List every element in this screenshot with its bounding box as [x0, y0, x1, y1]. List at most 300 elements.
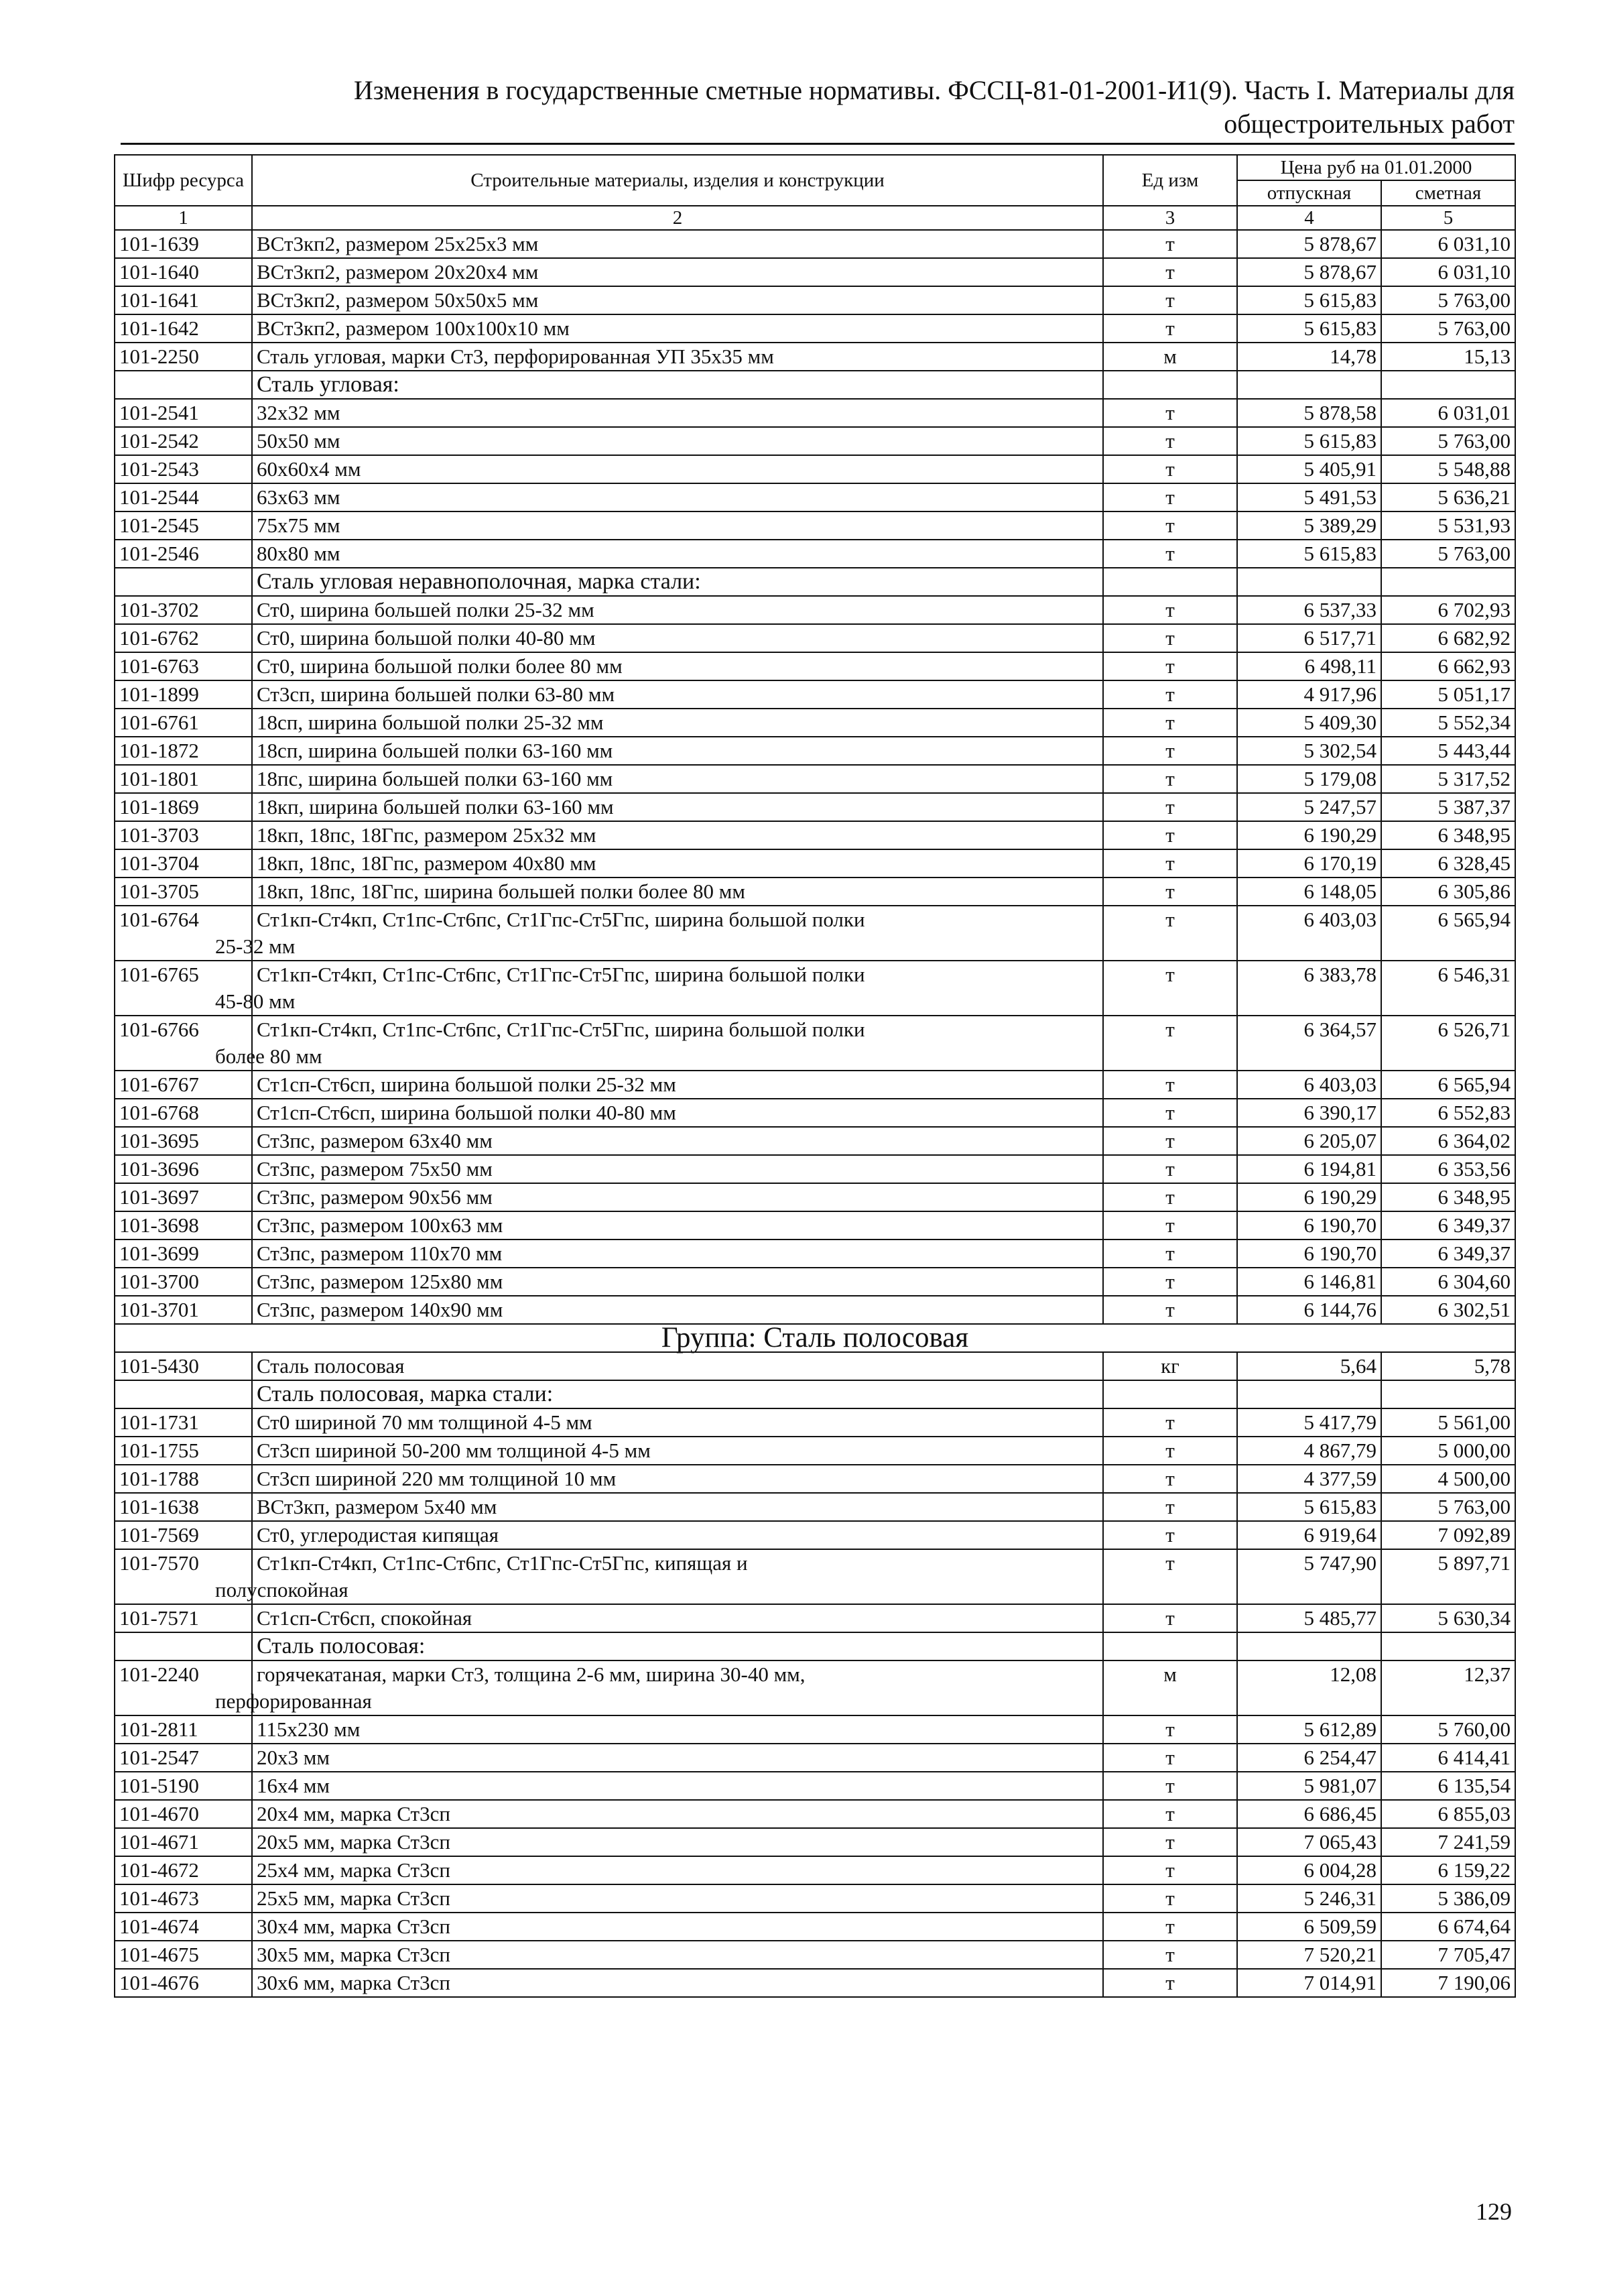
- table-row: [115, 680, 1515, 709]
- release-price: 5 878,67: [1237, 230, 1381, 258]
- material-name: 25х5 мм, марка Ст3сп: [257, 1886, 450, 1910]
- resource-code: 101-2541: [115, 399, 252, 427]
- table-row: [115, 1437, 1515, 1465]
- estimate-price: 6 414,41: [1381, 1744, 1515, 1772]
- table-row: [115, 1352, 1515, 1380]
- release-price: 6 144,76: [1237, 1296, 1381, 1324]
- resource-code: 101-6764: [115, 906, 252, 961]
- material-name: Ст0 шириной 70 мм толщиной 4-5 мм: [257, 1410, 592, 1434]
- material-name-cell: [252, 878, 1103, 906]
- resource-code: 101-7571: [115, 1604, 252, 1632]
- resource-code: 101-7570: [115, 1549, 252, 1604]
- material-name: 20х3 мм: [257, 1746, 330, 1769]
- unit-of-measure: кг: [1103, 1352, 1237, 1380]
- material-name-cell: [252, 1408, 1103, 1437]
- material-name-continuation: 45-80 мм: [215, 989, 296, 1013]
- table-row: [115, 1549, 1515, 1604]
- material-name: Ст3сп, ширина большей полки 63-80 мм: [257, 682, 615, 706]
- release-price: 5 417,79: [1237, 1408, 1381, 1437]
- unit-of-measure: м: [1103, 1660, 1237, 1715]
- material-name-cell: [215, 1016, 1103, 1071]
- resource-code: 101-1801: [115, 765, 252, 793]
- unit-of-measure: т: [1103, 230, 1237, 258]
- section-code-cell: [115, 568, 252, 596]
- estimate-price: 5 386,09: [1381, 1884, 1515, 1913]
- table-row: [115, 1772, 1515, 1800]
- table-row: [115, 1604, 1515, 1632]
- material-name: Ст3сп шириной 50-200 мм толщиной 4-5 мм: [257, 1439, 651, 1462]
- header-rule: [121, 143, 1515, 145]
- unit-of-measure: т: [1103, 821, 1237, 849]
- estimate-price: 6 031,01: [1381, 399, 1515, 427]
- table-row: [115, 849, 1515, 878]
- table-row: [115, 1969, 1515, 1997]
- release-price: 6 148,05: [1237, 878, 1381, 906]
- unit-of-measure: т: [1103, 1941, 1237, 1969]
- material-name: Ст0, ширина большой полки 40-80 мм: [257, 626, 596, 650]
- material-name-cell: [252, 793, 1103, 821]
- resource-code: 101-3702: [115, 596, 252, 624]
- material-name-cell: [252, 1828, 1103, 1856]
- material-name: Сталь полосовая: [257, 1354, 405, 1378]
- material-name-cell: [215, 961, 1103, 1016]
- section-release-cell: [1237, 568, 1381, 596]
- resource-code: 101-2545: [115, 511, 252, 540]
- table-row: [115, 878, 1515, 906]
- material-name: 60х60х4 мм: [257, 457, 361, 481]
- release-price: 4 377,59: [1237, 1465, 1381, 1493]
- material-name-cell: [252, 1715, 1103, 1744]
- estimate-price: 5 630,34: [1381, 1604, 1515, 1632]
- resource-code: 101-4670: [115, 1800, 252, 1828]
- resource-code: 101-3695: [115, 1127, 252, 1155]
- section-estimate-cell: [1381, 568, 1515, 596]
- unit-of-measure: т: [1103, 286, 1237, 314]
- resource-code: 101-2543: [115, 455, 252, 483]
- material-name: Ст1кп-Ст4кп, Ст1пс-Ст6пс, Ст1Гпс-Ст5Гпс, ширина большой полки: [257, 963, 865, 986]
- release-price: 5,64: [1237, 1352, 1381, 1380]
- section-code-cell: [115, 1632, 252, 1660]
- unit-of-measure: т: [1103, 483, 1237, 511]
- estimate-price: 6 305,86: [1381, 878, 1515, 906]
- unit-of-measure: т: [1103, 1969, 1237, 1997]
- material-name: 18сп, ширина большой полки 25-32 мм: [257, 711, 604, 734]
- table-row: [115, 1941, 1515, 1969]
- estimate-price: 6 674,64: [1381, 1913, 1515, 1941]
- material-name: Ст1кп-Ст4кп, Ст1пс-Ст6пс, Ст1Гпс-Ст5Гпс, ширина большой полки: [257, 1018, 865, 1041]
- column-header-name: Строительные материалы, изделия и конструкции: [252, 155, 1103, 206]
- column-number: 2: [252, 206, 1103, 230]
- unit-of-measure: м: [1103, 343, 1237, 371]
- material-name-cell: [252, 1800, 1103, 1828]
- resource-code: 101-2240: [115, 1660, 252, 1715]
- estimate-price: 5 561,00: [1381, 1408, 1515, 1437]
- estimate-price: 6 552,83: [1381, 1099, 1515, 1127]
- release-price: 5 405,91: [1237, 455, 1381, 483]
- table-row: [115, 1240, 1515, 1268]
- estimate-price: 6 364,02: [1381, 1127, 1515, 1155]
- material-name-cell: [252, 1437, 1103, 1465]
- section-unit-cell: [1103, 568, 1237, 596]
- resource-code: 101-1642: [115, 314, 252, 343]
- material-name-cell: [215, 1549, 1103, 1604]
- material-name-cell: [252, 765, 1103, 793]
- resource-code: 101-3703: [115, 821, 252, 849]
- table-row: [115, 624, 1515, 652]
- material-name-cell: [215, 906, 1103, 961]
- group-heading: Группа: Сталь полосовая: [115, 1324, 1515, 1352]
- column-header-estimate: сметная: [1381, 180, 1515, 206]
- material-name-continuation: более 80 мм: [215, 1044, 322, 1068]
- resource-code: 101-2250: [115, 343, 252, 371]
- column-header-price: Цена руб на 01.01.2000: [1237, 155, 1515, 180]
- release-price: 12,08: [1237, 1660, 1381, 1715]
- estimate-price: 15,13: [1381, 343, 1515, 371]
- table-row: [115, 343, 1515, 371]
- release-price: 6 004,28: [1237, 1856, 1381, 1884]
- resource-code: 101-3705: [115, 878, 252, 906]
- material-name: ВСт3кп2, размером 50х50х5 мм: [257, 288, 539, 312]
- resource-code: 101-2547: [115, 1744, 252, 1772]
- material-name: 18сп, ширина большей полки 63-160 мм: [257, 739, 613, 762]
- estimate-price: 7 241,59: [1381, 1828, 1515, 1856]
- estimate-price: 6 682,92: [1381, 624, 1515, 652]
- material-name-cell: [252, 511, 1103, 540]
- table-row: [115, 540, 1515, 568]
- table-row: [115, 511, 1515, 540]
- material-name-continuation: 25-32 мм: [215, 934, 296, 958]
- section-release-cell: [1237, 1632, 1381, 1660]
- release-price: 6 190,29: [1237, 1183, 1381, 1211]
- table-row: [115, 906, 1515, 961]
- release-price: 6 383,78: [1237, 961, 1381, 1016]
- unit-of-measure: т: [1103, 1549, 1237, 1604]
- table-row: [115, 455, 1515, 483]
- release-price: 5 246,31: [1237, 1884, 1381, 1913]
- resource-code: 101-1641: [115, 286, 252, 314]
- material-name-cell: [252, 399, 1103, 427]
- release-price: 6 170,19: [1237, 849, 1381, 878]
- material-name-cell: [252, 1521, 1103, 1549]
- section-heading: Сталь полосовая, марка стали:: [252, 1380, 1103, 1408]
- release-price: 6 509,59: [1237, 1913, 1381, 1941]
- table-row: [115, 1744, 1515, 1772]
- column-header-code: Шифр ресурса: [115, 155, 252, 206]
- column-header-release: отпускная: [1237, 180, 1381, 206]
- material-name: 50х50 мм: [257, 429, 340, 452]
- estimate-price: 6 546,31: [1381, 961, 1515, 1016]
- material-name-cell: [252, 821, 1103, 849]
- material-name: Ст3пс, размером 125х80 мм: [257, 1270, 503, 1293]
- material-name: 30х4 мм, марка Ст3сп: [257, 1915, 450, 1938]
- header-line-1: Изменения в государственные сметные нормативы. ФССЦ-81-01-2001-И1(9). Часть I. Материалы для: [353, 75, 1515, 105]
- unit-of-measure: т: [1103, 455, 1237, 483]
- material-name: Ст1кп-Ст4кп, Ст1пс-Ст6пс, Ст1Гпс-Ст5Гпс, ширина большой полки: [257, 908, 865, 931]
- material-name: горячекатаная, марки Ст3, толщина 2-6 мм, ширина 30-40 мм,: [257, 1663, 806, 1686]
- material-name-cell: [252, 1772, 1103, 1800]
- table-row: [115, 1016, 1515, 1071]
- table-row: [115, 1856, 1515, 1884]
- estimate-price: 5,78: [1381, 1352, 1515, 1380]
- release-price: 6 686,45: [1237, 1800, 1381, 1828]
- material-name-cell: [252, 737, 1103, 765]
- unit-of-measure: т: [1103, 1099, 1237, 1127]
- table-row: [115, 1408, 1515, 1437]
- material-name: Ст3пс, размером 63х40 мм: [257, 1129, 493, 1152]
- release-price: 6 254,47: [1237, 1744, 1381, 1772]
- material-name-cell: [252, 540, 1103, 568]
- estimate-price: 6 159,22: [1381, 1856, 1515, 1884]
- material-name-cell: [252, 455, 1103, 483]
- estimate-price: 5 897,71: [1381, 1549, 1515, 1604]
- material-name: Ст3пс, размером 90х56 мм: [257, 1185, 493, 1209]
- material-name-cell: [252, 1493, 1103, 1521]
- release-price: 5 615,83: [1237, 286, 1381, 314]
- resource-code: 101-3704: [115, 849, 252, 878]
- material-name: 63х63 мм: [257, 485, 340, 509]
- table-row: [115, 230, 1515, 258]
- table-row: [115, 1211, 1515, 1240]
- unit-of-measure: т: [1103, 1828, 1237, 1856]
- table-row: [115, 821, 1515, 849]
- material-name: Ст1сп-Ст6сп, ширина большой полки 40-80 мм: [257, 1101, 676, 1124]
- unit-of-measure: т: [1103, 1744, 1237, 1772]
- unit-of-measure: т: [1103, 1127, 1237, 1155]
- material-name-cell: [252, 230, 1103, 258]
- release-price: 6 403,03: [1237, 906, 1381, 961]
- resource-code: 101-1640: [115, 258, 252, 286]
- table-row: [115, 1099, 1515, 1127]
- release-price: 6 194,81: [1237, 1155, 1381, 1183]
- material-name-cell: [252, 258, 1103, 286]
- release-price: 6 919,64: [1237, 1521, 1381, 1549]
- material-name-cell: [252, 709, 1103, 737]
- release-price: 5 491,53: [1237, 483, 1381, 511]
- section-heading-row: [115, 568, 1515, 596]
- material-name: 115х230 мм: [257, 1717, 361, 1741]
- material-name-cell: [252, 1465, 1103, 1493]
- estimate-price: 4 500,00: [1381, 1465, 1515, 1493]
- release-price: 5 247,57: [1237, 793, 1381, 821]
- material-name: Ст3пс, размером 110х70 мм: [257, 1242, 503, 1265]
- estimate-price: 5 636,21: [1381, 483, 1515, 511]
- estimate-price: 5 760,00: [1381, 1715, 1515, 1744]
- resource-code: 101-2544: [115, 483, 252, 511]
- material-name-cell: [252, 1155, 1103, 1183]
- table-row: [115, 1071, 1515, 1099]
- material-name-cell: [252, 1744, 1103, 1772]
- unit-of-measure: т: [1103, 652, 1237, 680]
- estimate-price: 6 348,95: [1381, 1183, 1515, 1211]
- unit-of-measure: т: [1103, 906, 1237, 961]
- unit-of-measure: т: [1103, 737, 1237, 765]
- unit-of-measure: т: [1103, 1016, 1237, 1071]
- resource-code: 101-6767: [115, 1071, 252, 1099]
- release-price: 6 190,29: [1237, 821, 1381, 849]
- column-number: 4: [1237, 206, 1381, 230]
- section-estimate-cell: [1381, 1380, 1515, 1408]
- release-price: 5 615,83: [1237, 1493, 1381, 1521]
- material-name-cell: [252, 1296, 1103, 1324]
- material-name-cell: [252, 1884, 1103, 1913]
- material-name: 30х6 мм, марка Ст3сп: [257, 1971, 450, 1994]
- resource-code: 101-3698: [115, 1211, 252, 1240]
- material-name: ВСт3кп2, размером 20х20х4 мм: [257, 260, 539, 284]
- release-price: 6 190,70: [1237, 1211, 1381, 1240]
- release-price: 6 537,33: [1237, 596, 1381, 624]
- material-name: Ст0, ширина большей полки 25-32 мм: [257, 598, 594, 621]
- table-row: [115, 1465, 1515, 1493]
- release-price: 5 615,83: [1237, 540, 1381, 568]
- material-name: ВСт3кп2, размером 100х100х10 мм: [257, 316, 570, 340]
- material-name-cell: [252, 624, 1103, 652]
- material-name: 18пс, ширина большей полки 63-160 мм: [257, 767, 613, 790]
- unit-of-measure: т: [1103, 258, 1237, 286]
- unit-of-measure: т: [1103, 849, 1237, 878]
- material-name-cell: [252, 1240, 1103, 1268]
- material-name-cell: [252, 652, 1103, 680]
- column-number: 5: [1381, 206, 1515, 230]
- material-name-continuation: перфорированная: [215, 1689, 372, 1713]
- material-name: Ст1сп-Ст6сп, ширина большой полки 25-32 мм: [257, 1073, 676, 1096]
- material-name: Ст1сп-Ст6сп, спокойная: [257, 1606, 472, 1630]
- release-price: 6 498,11: [1237, 652, 1381, 680]
- section-unit-cell: [1103, 1632, 1237, 1660]
- estimate-price: 6 565,94: [1381, 906, 1515, 961]
- resource-code: 101-1788: [115, 1465, 252, 1493]
- section-code-cell: [115, 371, 252, 399]
- resource-code: 101-1755: [115, 1437, 252, 1465]
- resource-code: 101-3701: [115, 1296, 252, 1324]
- resource-code: 101-2542: [115, 427, 252, 455]
- table-row: [115, 652, 1515, 680]
- table-row: [115, 1660, 1515, 1715]
- release-price: 7 014,91: [1237, 1969, 1381, 1997]
- estimate-price: 5 317,52: [1381, 765, 1515, 793]
- material-name-cell: [252, 596, 1103, 624]
- material-name-cell: [252, 427, 1103, 455]
- table-row: [115, 709, 1515, 737]
- resource-code: 101-6762: [115, 624, 252, 652]
- estimate-price: 6 855,03: [1381, 1800, 1515, 1828]
- material-name-cell: [252, 343, 1103, 371]
- material-name: 75х75 мм: [257, 513, 340, 537]
- section-release-cell: [1237, 371, 1381, 399]
- release-price: 5 179,08: [1237, 765, 1381, 793]
- section-unit-cell: [1103, 371, 1237, 399]
- material-name: ВСт3кп2, размером 25х25х3 мм: [257, 232, 539, 255]
- resource-code: 101-4671: [115, 1828, 252, 1856]
- estimate-price: 6 526,71: [1381, 1016, 1515, 1071]
- material-name-cell: [252, 1352, 1103, 1380]
- estimate-price: 6 349,37: [1381, 1240, 1515, 1268]
- document-header: [121, 74, 1515, 141]
- table-row: [115, 793, 1515, 821]
- material-name-cell: [252, 483, 1103, 511]
- release-price: 6 190,70: [1237, 1240, 1381, 1268]
- section-release-cell: [1237, 1380, 1381, 1408]
- estimate-price: 6 565,94: [1381, 1071, 1515, 1099]
- column-header-unit: Ед изм: [1103, 155, 1237, 206]
- table-row: [115, 399, 1515, 427]
- material-name-cell: [252, 1604, 1103, 1632]
- resource-code: 101-4673: [115, 1884, 252, 1913]
- release-price: 7 520,21: [1237, 1941, 1381, 1969]
- resource-code: 101-4672: [115, 1856, 252, 1884]
- material-name-cell: [252, 849, 1103, 878]
- table-row: [115, 286, 1515, 314]
- estimate-price: 5 763,00: [1381, 1493, 1515, 1521]
- material-name: Ст0, ширина большой полки более 80 мм: [257, 654, 623, 678]
- release-price: 6 146,81: [1237, 1268, 1381, 1296]
- section-heading-row: [115, 371, 1515, 399]
- table-row: [115, 1521, 1515, 1549]
- material-name-cell: [215, 1660, 1103, 1715]
- material-name-cell: [252, 1268, 1103, 1296]
- unit-of-measure: т: [1103, 961, 1237, 1016]
- release-price: 6 205,07: [1237, 1127, 1381, 1155]
- unit-of-measure: т: [1103, 1856, 1237, 1884]
- unit-of-measure: т: [1103, 1268, 1237, 1296]
- resource-code: 101-6766: [115, 1016, 252, 1071]
- resource-code: 101-3696: [115, 1155, 252, 1183]
- material-name: ВСт3кп, размером 5х40 мм: [257, 1495, 497, 1518]
- unit-of-measure: т: [1103, 1211, 1237, 1240]
- unit-of-measure: т: [1103, 1884, 1237, 1913]
- material-name: Ст3пс, размером 100х63 мм: [257, 1213, 503, 1237]
- resource-code: 101-1899: [115, 680, 252, 709]
- resource-code: 101-2546: [115, 540, 252, 568]
- resource-code: 101-4675: [115, 1941, 252, 1969]
- unit-of-measure: т: [1103, 1604, 1237, 1632]
- unit-of-measure: т: [1103, 680, 1237, 709]
- estimate-price: 6 135,54: [1381, 1772, 1515, 1800]
- section-heading: Сталь угловая:: [252, 371, 1103, 399]
- unit-of-measure: т: [1103, 1913, 1237, 1941]
- material-name: 20х4 мм, марка Ст3сп: [257, 1802, 450, 1825]
- material-name: 25х4 мм, марка Ст3сп: [257, 1858, 450, 1882]
- material-name: 80х80 мм: [257, 542, 340, 565]
- release-price: 4 917,96: [1237, 680, 1381, 709]
- unit-of-measure: т: [1103, 1240, 1237, 1268]
- estimate-price: 7 705,47: [1381, 1941, 1515, 1969]
- unit-of-measure: т: [1103, 1772, 1237, 1800]
- unit-of-measure: т: [1103, 1493, 1237, 1521]
- section-code-cell: [115, 1380, 252, 1408]
- estimate-price: 6 349,37: [1381, 1211, 1515, 1240]
- table-row: [115, 1268, 1515, 1296]
- table-row: [115, 596, 1515, 624]
- estimate-price: 5 763,00: [1381, 427, 1515, 455]
- resource-code: 101-3699: [115, 1240, 252, 1268]
- resource-code: 101-5430: [115, 1352, 252, 1380]
- section-estimate-cell: [1381, 371, 1515, 399]
- unit-of-measure: т: [1103, 1296, 1237, 1324]
- table-row: [115, 1493, 1515, 1521]
- unit-of-measure: т: [1103, 765, 1237, 793]
- material-name: 18кп, 18пс, 18Гпс, размером 40х80 мм: [257, 851, 596, 875]
- material-name: 32х32 мм: [257, 401, 340, 424]
- material-name-cell: [252, 286, 1103, 314]
- release-price: 5 878,67: [1237, 258, 1381, 286]
- estimate-price: 5 000,00: [1381, 1437, 1515, 1465]
- table-row: [115, 1715, 1515, 1744]
- section-estimate-cell: [1381, 1632, 1515, 1660]
- unit-of-measure: т: [1103, 878, 1237, 906]
- material-name: 18кп, 18пс, 18Гпс, размером 25х32 мм: [257, 823, 596, 847]
- table-row: [115, 765, 1515, 793]
- material-name: Ст1кп-Ст4кп, Ст1пс-Ст6пс, Ст1Гпс-Ст5Гпс, кипящая и: [257, 1551, 748, 1575]
